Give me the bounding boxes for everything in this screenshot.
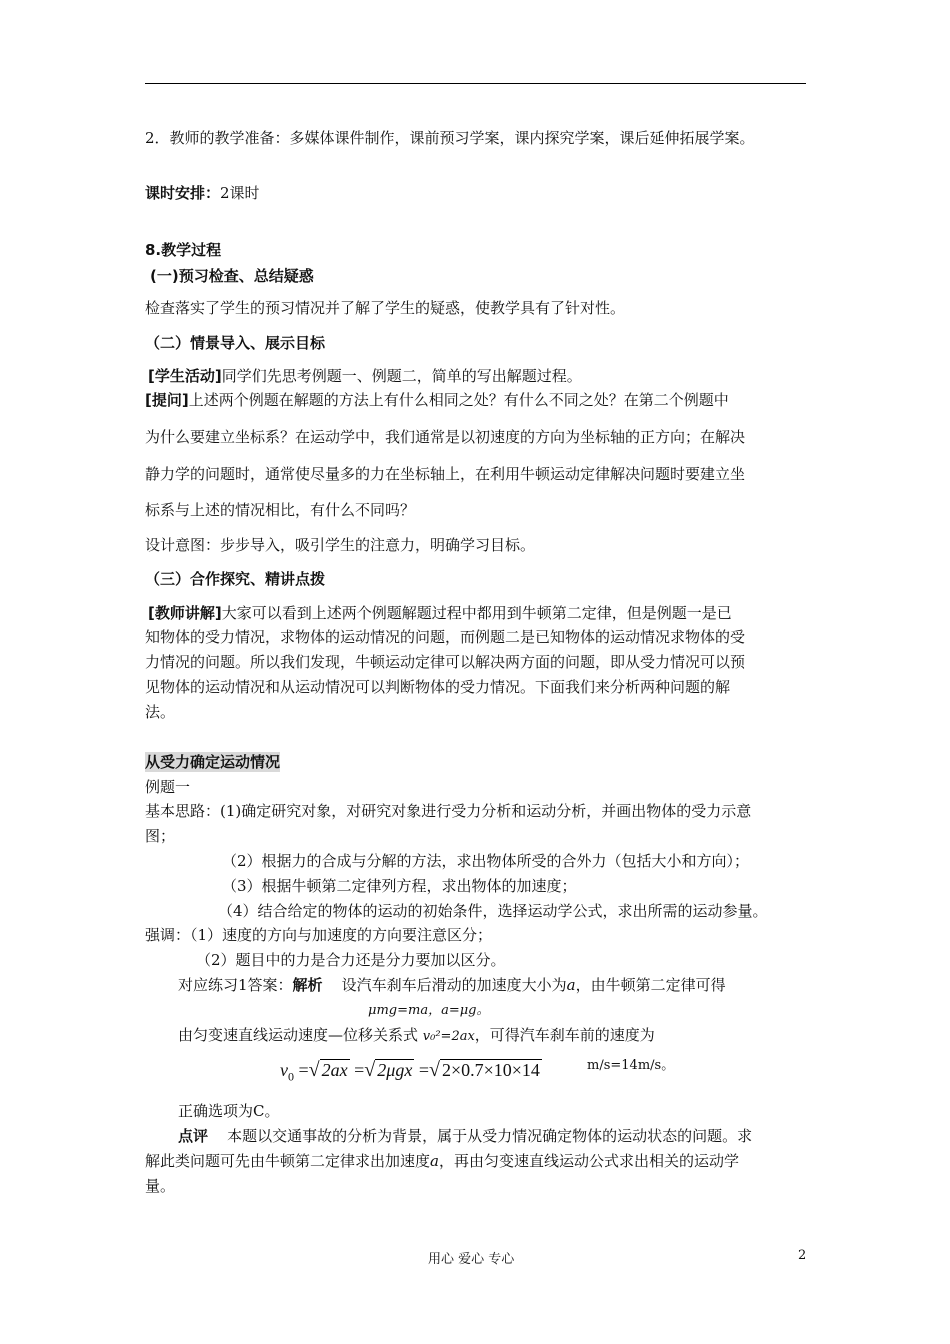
student-activity-text: 同学们先思考例题一、例题二，简单的写出解题过程。 bbox=[221, 367, 582, 385]
teacher-lecture-tag: [教师讲解] bbox=[148, 604, 222, 622]
question-tag: [提问] bbox=[145, 391, 189, 409]
teacher-lecture-line bbox=[148, 603, 732, 623]
analysis-tag: 解析 bbox=[292, 976, 323, 994]
footer-slogan: 用心 爱心 专心 bbox=[428, 1252, 515, 1267]
formula-radicand-2: 2μgx bbox=[377, 1060, 413, 1080]
question-line-3: 静力学的问题时，通常使尽量多的力在坐标轴上，在利用牛顿运动定律解决问题时要建立坐 bbox=[145, 465, 746, 483]
velocity-relation-end: ，可得汽车刹车前的速度为 bbox=[474, 1026, 655, 1044]
emphasis-line-2: （2）题目中的力是合力还是分力要加以区分。 bbox=[196, 951, 506, 969]
student-activity-line bbox=[148, 366, 582, 386]
comment-variable: a bbox=[430, 1152, 439, 1170]
velocity-relation-text: 由匀变速直线运动速度—位移关系式 bbox=[178, 1026, 423, 1044]
correct-option: 正确选项为C。 bbox=[178, 1102, 280, 1120]
page-number: 2 bbox=[798, 1248, 807, 1263]
example-label: 例题一 bbox=[145, 778, 191, 796]
exercise-answer-label: 对应练习1答案： bbox=[178, 976, 293, 994]
velocity-formula: $v_0$ =√ 2ax =√ 2μgx =√ 2×0.7×10×14 bbox=[280, 1059, 540, 1084]
subheading-2: （二）情景导入、展示目标 bbox=[145, 334, 326, 352]
comment-text: 本题以交通事故的分析为背景，属于从受力情况确定物体的运动状态的问题。求 bbox=[227, 1127, 753, 1145]
teacher-lecture-text: 大家可以看到上述两个例题解题过程中都用到牛顿第二定律，但是例题一是已 bbox=[221, 604, 732, 622]
topic-heading: 从受力确定运动情况 bbox=[145, 753, 281, 771]
formula-result: m/s=14m/s。 bbox=[587, 1058, 675, 1073]
approach-line-1: 基本思路：(1)确定研究对象，对研究对象进行受力分析和运动分析，并画出物体的受力示意 bbox=[145, 802, 752, 820]
lecture-line-2: 知物体的受力情况，求物体的运动情况的问题，而例题二是已知物体的运动情况求物体的受 bbox=[145, 628, 746, 646]
schedule-label: 课时安排： bbox=[145, 184, 221, 202]
header-rule bbox=[145, 83, 806, 84]
comment-text-2: 解此类问题可先由牛顿第二定律求出加速度 bbox=[145, 1152, 431, 1170]
schedule-line bbox=[145, 183, 260, 203]
velocity-relation-line bbox=[178, 1025, 655, 1047]
section-heading: 8.教学过程 bbox=[145, 241, 222, 259]
emphasis-line-1: 强调：（1）速度的方向与加速度的方向要注意区分； bbox=[145, 926, 493, 944]
paragraph-1: 检查落实了学生的预习情况并了解了学生的疑惑，使教学具有了针对性。 bbox=[145, 299, 626, 317]
velocity-relation-formula: v₀²=2ax bbox=[422, 1029, 475, 1044]
schedule-value: 2课时 bbox=[220, 184, 260, 202]
analysis-text-end: ，由牛顿第二定律可得 bbox=[575, 976, 726, 994]
lecture-line-5: 法。 bbox=[145, 703, 176, 721]
equation-line: μmg=ma，a=μg。 bbox=[368, 1003, 490, 1018]
analysis-text: 设汽车刹车后滑动的加速度大小为 bbox=[341, 976, 567, 994]
question-line-2: 为什么要建立坐标系？在运动学中，我们通常是以初速度的方向为坐标轴的正方向；在解决 bbox=[145, 428, 746, 446]
question-line bbox=[145, 390, 729, 410]
comment-line-3: 量。 bbox=[145, 1177, 176, 1195]
comment-line-2 bbox=[145, 1151, 739, 1171]
subheading-1: (一)预习检查、总结疑惑 bbox=[150, 267, 314, 285]
approach-line-1b: 图； bbox=[145, 827, 176, 845]
subheading-3: （三）合作探究、精讲点拨 bbox=[145, 570, 326, 588]
student-activity-tag: [学生活动] bbox=[148, 367, 222, 385]
design-intent: 设计意图：步步导入，吸引学生的注意力，明确学习目标。 bbox=[145, 536, 536, 554]
formula-v: v bbox=[280, 1060, 288, 1080]
comment-tag: 点评 bbox=[178, 1127, 209, 1145]
formula-radicand-1: 2ax bbox=[321, 1060, 348, 1080]
exercise-answer-line bbox=[178, 975, 726, 995]
question-line-4: 标系与上述的情况相比，有什么不同吗？ bbox=[145, 501, 416, 519]
approach-step-4: （4）结合给定的物体的运动的初始条件，选择运动学公式，求出所需的运动参量。 bbox=[218, 902, 768, 920]
lecture-line-3: 力情况的问题。所以我们发现，牛顿运动定律可以解决两方面的问题，即从受力情况可以预 bbox=[145, 653, 746, 671]
formula-radicand-3: 2×0.7×10×14 bbox=[441, 1060, 540, 1080]
comment-line bbox=[178, 1126, 752, 1146]
approach-step-3: （3）根据牛顿第二定律列方程，求出物体的加速度； bbox=[222, 877, 577, 895]
formula-subscript: 0 bbox=[288, 1069, 294, 1084]
approach-step-2: （2）根据力的合成与分解的方法，求出物体所受的合外力（包括大小和方向）； bbox=[222, 852, 750, 870]
teacher-prep-line: 2．教师的教学准备：多媒体课件制作，课前预习学案，课内探究学案，课后延伸拓展学案。 bbox=[145, 129, 755, 147]
comment-text-2-end: ，再由匀变速直线运动公式求出相关的运动学 bbox=[438, 1152, 739, 1170]
analysis-variable: a bbox=[566, 976, 576, 994]
question-text: 上述两个例题在解题的方法上有什么相同之处？有什么不同之处？在第二个例题中 bbox=[188, 391, 729, 409]
lecture-line-4: 见物体的运动情况和从运动情况可以判断物体的受力情况。下面我们来分析两种问题的解 bbox=[145, 678, 731, 696]
